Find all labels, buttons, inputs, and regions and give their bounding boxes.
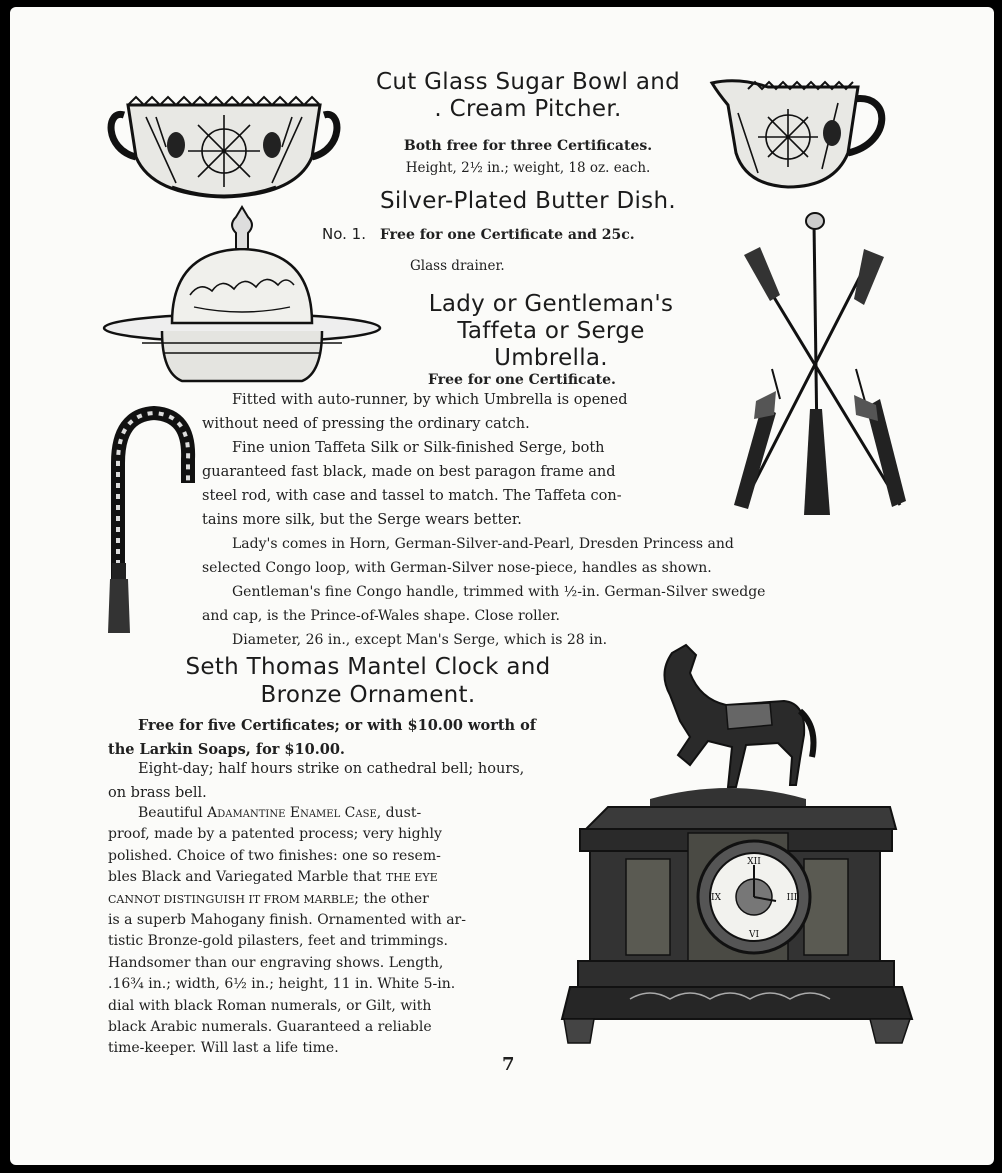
clock-p2-line2: proof, made by a patented process; very highly xyxy=(108,826,442,843)
clock-description-top xyxy=(108,757,648,805)
sugar-bowl-title-line2: . Cream Pitcher. xyxy=(434,96,622,122)
umbrella-p2-line4: tains more silk, but the Serge wears better. xyxy=(202,512,522,528)
umbrella-title xyxy=(390,291,712,372)
clock-p2-line1a: Beautiful xyxy=(138,805,208,821)
umbrella-title-line3: Umbrella. xyxy=(494,345,608,371)
catalog-page xyxy=(10,7,994,1165)
clock-title-line2: Bronze Ornament. xyxy=(260,682,476,708)
clock-p2-line1c: dust- xyxy=(381,805,422,821)
umbrella-description-wide xyxy=(202,532,914,652)
butter-dish-title: Silver-Plated Butter Dish. xyxy=(380,188,676,214)
umbrella-title-line2: Taffeta or Serge xyxy=(457,318,645,344)
sugar-bowl-title-line1: Cut Glass Sugar Bowl and xyxy=(375,69,681,95)
butter-dish-offer: Free for one Certificate and 25c. xyxy=(379,227,635,243)
clock-case-name: Adamantine Enamel Case, xyxy=(207,805,382,821)
umbrella-p3-line2: selected Congo loop, with German-Silver nose-piece, handles as shown. xyxy=(202,560,712,576)
clock-title-line1: Seth Thomas Mantel Clock and xyxy=(185,654,551,680)
clock-p2-line3: polished. Choice of two finishes: one so resem- xyxy=(108,847,441,864)
clock-p2-line4 xyxy=(108,867,548,888)
clock-p1-line1: Eight-day; half hours strike on cathedral bell; hours, xyxy=(138,761,525,777)
sugar-bowl-spec: Height, 2½ in.; weight, 18 oz. each. xyxy=(405,160,651,176)
umbrella-p4-line1: Gentleman's fine Congo handle, trimmed with ½-in. German-Silver swedge xyxy=(232,584,766,600)
umbrella-p1-line2: without need of pressing the ordinary catch. xyxy=(202,416,530,432)
umbrella-p2-line1: Fine union Taffeta Silk or Silk-finished Serge, both xyxy=(232,440,605,456)
svg-text:IX: IX xyxy=(711,893,721,903)
clock-p2-line4a: bles Black and Variegated Marble that xyxy=(108,869,382,886)
clock-p2-line6: is a superb Mahogany finish. Ornamented with ar- xyxy=(108,912,466,929)
page-number: 7 xyxy=(502,1054,515,1075)
svg-text:III: III xyxy=(786,893,798,903)
clock-p2-line9: .16¾ in.; width, 6½ in.; height, 11 in. White 5-in. xyxy=(108,976,456,993)
clock-p2-line11: black Arabic numerals. Guaranteed a reliable xyxy=(108,1019,432,1036)
umbrella-p4-line2: and cap, is the Prince-of-Wales shape. Close roller. xyxy=(202,608,560,624)
clock-p2-line10: dial with black Roman numerals, or Gilt, with xyxy=(108,997,432,1014)
umbrella-p5: Diameter, 26 in., except Man's Serge, which is 28 in. xyxy=(232,632,608,648)
umbrella-description xyxy=(202,388,722,532)
clock-offer xyxy=(108,714,648,762)
umbrella-p3-line1: Lady's comes in Horn, German-Silver-and-Pearl, Dresden Princess and xyxy=(232,536,734,552)
umbrella-title-line1: Lady or Gentleman's xyxy=(428,291,674,317)
sugar-bowl-illustration xyxy=(106,87,342,205)
clock-p2-line1 xyxy=(108,803,548,824)
clock-p2-line7: tistic Bronze-gold pilasters, feet and trimmings. xyxy=(108,933,448,950)
sugar-bowl-title xyxy=(340,69,716,123)
clock-p2-line5b: ; the other xyxy=(354,890,429,907)
svg-text:VI: VI xyxy=(748,930,760,940)
crossed-umbrellas-illustration xyxy=(726,209,912,517)
clock-p2-line12: time-keeper. Will last a life time. xyxy=(108,1040,339,1057)
umbrella-p1-line1: Fitted with auto-runner, by which Umbrella is opened xyxy=(232,392,628,408)
cream-pitcher-illustration xyxy=(708,73,892,195)
clock-p2-line5a: CANNOT DISTINGUISH IT FROM MARBLE xyxy=(108,892,355,906)
clock-p2-line4b: THE EYE xyxy=(385,871,438,885)
butter-dish-note: Glass drainer. xyxy=(410,258,505,274)
butter-dish-number: No. 1. xyxy=(322,225,366,243)
clock-offer-line2: the Larkin Soaps, for $10.00. xyxy=(108,741,345,758)
butter-dish-offer-line xyxy=(322,222,742,247)
sugar-bowl-offer: Both free for three Certificates. xyxy=(403,138,653,154)
clock-p2-line5 xyxy=(108,889,548,910)
clock-offer-line1: Free for five Certificates; or with $10.00 worth of xyxy=(138,717,537,734)
umbrella-p2-line3: steel rod, with case and tassel to match. The Taffeta con- xyxy=(202,488,622,504)
umbrella-p2-line2: guaranteed fast black, made on best paragon frame and xyxy=(202,464,616,480)
umbrella-offer: Free for one Certificate. xyxy=(428,372,616,388)
clock-description xyxy=(108,803,548,1060)
clock-p1-line2: on brass bell. xyxy=(108,785,207,801)
clock-p2-line8: Handsomer than our engraving shows. Length, xyxy=(108,954,444,971)
svg-text:XII: XII xyxy=(747,857,761,867)
clock-title xyxy=(130,653,606,709)
umbrella-crook-handle-illustration xyxy=(104,403,202,635)
